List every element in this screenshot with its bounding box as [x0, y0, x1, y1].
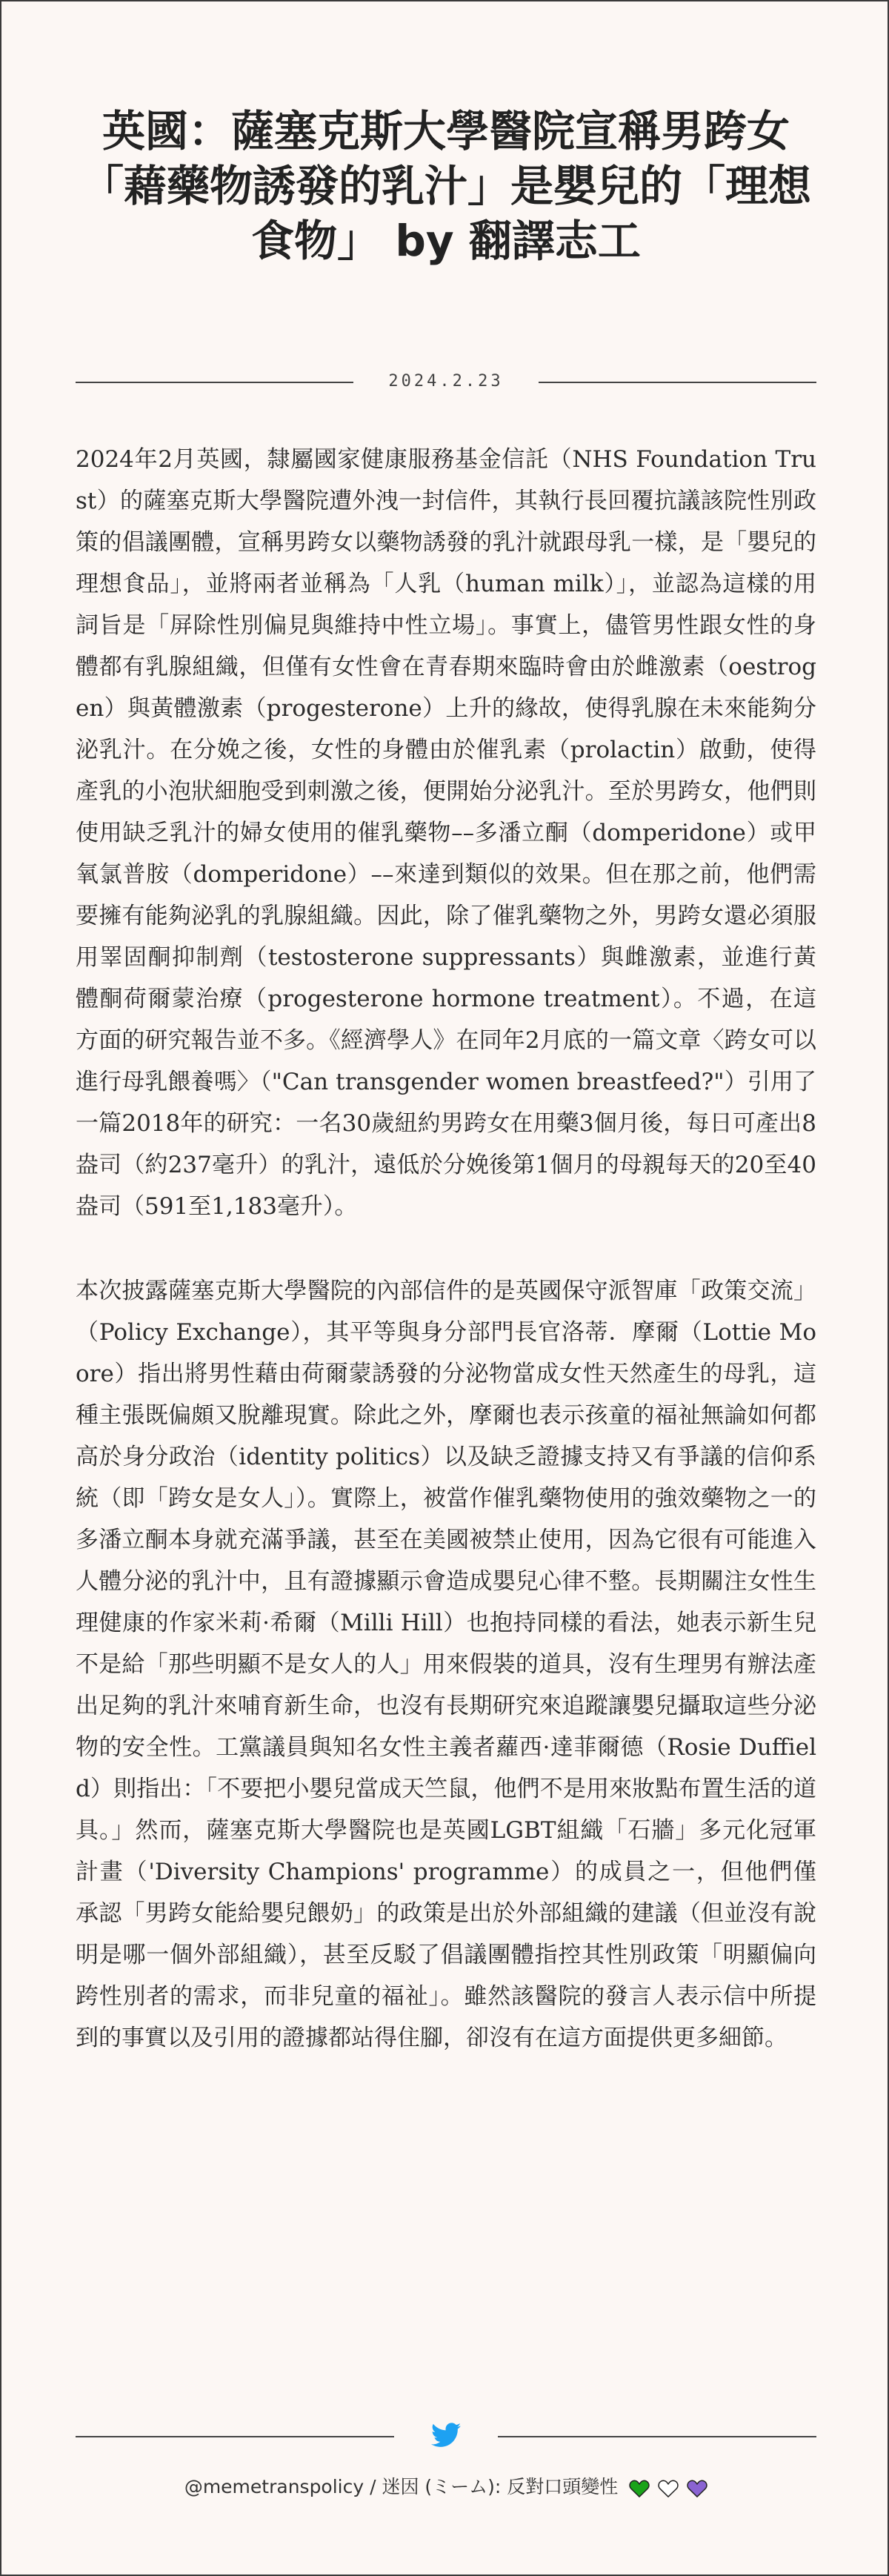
date-row — [76, 371, 816, 393]
footer-divider-right — [498, 2436, 816, 2437]
purple-heart-icon — [687, 2479, 707, 2498]
white-heart-icon — [658, 2479, 679, 2498]
footer-divider — [76, 2422, 816, 2449]
article-body — [76, 439, 816, 2102]
hearts-group — [627, 2474, 707, 2501]
paragraph-1: 2024年2月英國，隸屬國家健康服務基金信託（NHS Foundation Trust）的薩塞克斯大學醫院遭外洩一封信件，其執行長回覆抗議該院性別政策的倡議團體，宣稱男跨女以藥物誘發的乳汁就跟母乳一樣，是「嬰兒的理想食品」，並將兩者並稱為「人乳（human milk）」，並認為這樣的用詞旨是「屏除性別偏見與維持中性立場」。事實上，儘管男性跟女性的身體都有乳腺組織，但僅有女性會在青春期來臨時會由於雌激素（oestrogen）與黃體激素（progesterone）上升的緣故，使得乳腺在未來能夠分泌乳汁。在分娩之後，女性的身體由於催乳素（prolactin）啟動，使得產乳的小泡狀細胞受到刺激之後，便開始分泌乳汁。至於男跨女，他們則使用缺乏乳汁的婦女使用的催乳藥物––多潘立酮（domperidone）或甲氧氯普胺（domperidone）––來達到類似的效果。但在那之前，他們需要擁有能夠泌乳的乳腺組織。因此，除了催乳藥物之外，男跨女還必須服用睪固酮抑制劑（testosterone suppressants）與雌激素，並進行黃體酮荷爾蒙治療（progesterone hormone treatment）。不過，在這方面的研究報告並不多。《經濟學人》在同年2月底的一篇文章〈跨女可以進行母乳餵養嗎〉（"Can transgender women breastfeed?"）引用了一篇2018年的研究：一名30歲紐約男跨女在用藥3個月後，每日可產出8盎司（約237毫升）的乳汁，遠低於分娩後第1個月的母親每天的20至40盎司（591至1,183毫升）。 — [76, 446, 816, 1220]
article-title: 英國：薩塞克斯大學醫院宣稱男跨女「藉藥物誘發的乳汁」是嬰兒的「理想食物」 by 翻譯志工 — [80, 106, 811, 266]
footer-credit — [76, 2474, 816, 2501]
divider-left — [76, 382, 353, 383]
twitter-bird-icon[interactable] — [431, 2422, 461, 2449]
green-heart-icon — [629, 2479, 650, 2498]
divider-right — [539, 382, 816, 383]
footer-divider-left — [76, 2436, 394, 2437]
publish-date: 2024.2.23 — [388, 372, 504, 391]
credit-text: @memetranspolicy / 迷因 (ミーム): 反對口頭變性 — [184, 2476, 619, 2497]
paragraph-2: 本次披露薩塞克斯大學醫院的內部信件的是英國保守派智庫「政策交流」（Policy Exchange），其平等與身分部門長官洛蒂．摩爾（Lottie Moore）指出將男性藉由荷爾蒙誘發的分泌物當成女性天然產生的母乳，這種主張既偏頗又脫離現實。除此之外，摩爾也表示孩童的福祉無論如何都高於身分政治（identity politics）以及缺乏證據支持又有爭議的信仰系統（即「跨女是女人」）。實際上，被當作催乳藥物使用的強效藥物之一的多潘立酮本身就充滿爭議，甚至在美國被禁止使用，因為它很有可能進入人體分泌的乳汁中，且有證據顯示會造成嬰兒心律不整。長期關注女性生理健康的作家米莉·希爾（Milli Hill）也抱持同樣的看法，她表示新生兒不是給「那些明顯不是女人的人」用來假裝的道具，沒有生理男有辦法產出足夠的乳汁來哺育新生命，也沒有長期研究來追蹤讓嬰兒攝取這些分泌物的安全性。工黨議員與知名女性主義者蘿西·達菲爾德（Rosie Duffield）則指出：「不要把小嬰兒當成天竺鼠，他們不是用來妝點布置生活的道具。」然而，薩塞克斯大學醫院也是英國LGBT組織「石牆」多元化冠軍計畫（'Diversity Champions' programme）的成員之一，但他們僅承認「男跨女能給嬰兒餵奶」的政策是出於外部組織的建議（但並沒有說明是哪一個外部組織），甚至反駁了倡議團體指控其性別政策「明顯偏向跨性別者的需求，而非兒童的福祉」。雖然該醫院的發言人表示信中所提到的事實以及引用的證據都站得住腳，卻沒有在這方面提供更多細節。 — [76, 1278, 816, 2051]
